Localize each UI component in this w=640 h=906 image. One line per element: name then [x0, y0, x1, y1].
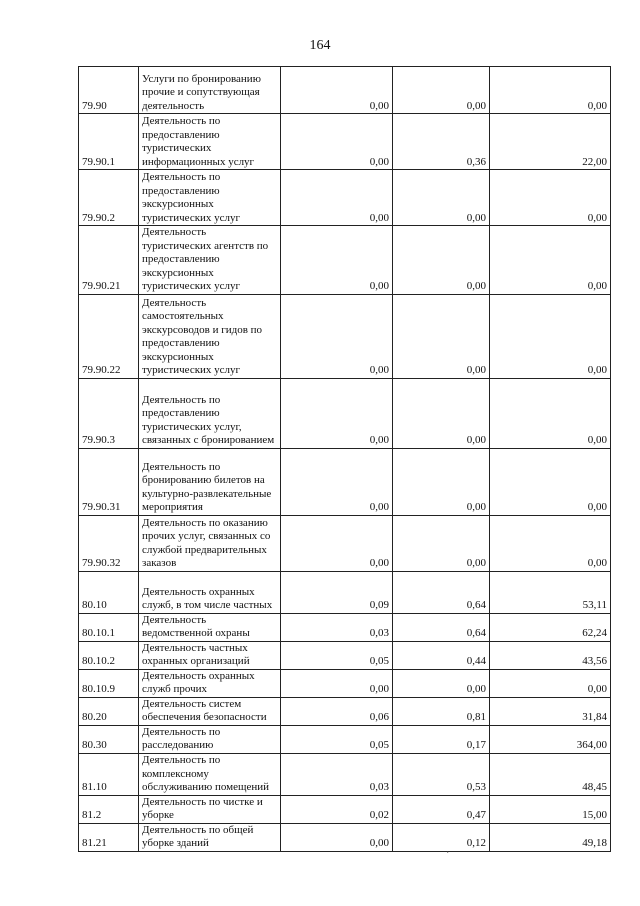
- value-cell-1: 0,03: [281, 753, 393, 795]
- value-cell-3: 0,00: [490, 448, 611, 515]
- value-cell-2: 0,36: [393, 114, 490, 170]
- value-cell-1: 0,06: [281, 697, 393, 725]
- table-row: [79, 114, 611, 170]
- code-cell: 79.90.2: [79, 170, 139, 226]
- table-row: [79, 823, 611, 851]
- table-row: [79, 170, 611, 226]
- activity-name-cell: Деятельность самостоятельных экскурсоводов и гидов по предоставлению экскурсионных туристических услуг: [139, 294, 281, 378]
- value-cell-2: 0,00: [393, 515, 490, 571]
- value-cell-2: 0,00: [393, 378, 490, 448]
- value-cell-1: 0,03: [281, 613, 393, 641]
- table-row: [79, 226, 611, 295]
- table-body: [79, 67, 611, 852]
- value-cell-1: 0,00: [281, 294, 393, 378]
- value-cell-1: 0,05: [281, 725, 393, 753]
- value-cell-1: 0,00: [281, 448, 393, 515]
- code-cell: 81.21: [79, 823, 139, 851]
- value-cell-1: 0,09: [281, 571, 393, 613]
- activity-name-cell: Деятельность туристических агентств по предоставлению экскурсионных туристических услуг: [139, 226, 281, 295]
- value-cell-3: 0,00: [490, 294, 611, 378]
- activity-name-cell: Деятельность по общей уборке зданий: [139, 823, 281, 851]
- activity-name-cell: Деятельность охранных служб прочих: [139, 669, 281, 697]
- value-cell-2: 0,00: [393, 226, 490, 295]
- activity-name-cell: Деятельность по бронированию билетов на культурно-развлекательные мероприятия: [139, 448, 281, 515]
- table-row: [79, 795, 611, 823]
- activity-name-cell: Деятельность систем обеспечения безопасности: [139, 697, 281, 725]
- value-cell-1: 0,00: [281, 226, 393, 295]
- code-cell: 79.90.32: [79, 515, 139, 571]
- activity-name-cell: Деятельность частных охранных организаций: [139, 641, 281, 669]
- value-cell-2: 0,00: [393, 294, 490, 378]
- value-cell-2: 0,53: [393, 753, 490, 795]
- value-cell-1: 0,00: [281, 515, 393, 571]
- table-row: [79, 378, 611, 448]
- value-cell-1: 0,00: [281, 378, 393, 448]
- table-row: [79, 515, 611, 571]
- value-cell-3: 49,18: [490, 823, 611, 851]
- code-cell: 79.90.31: [79, 448, 139, 515]
- value-cell-2: 0,44: [393, 641, 490, 669]
- value-cell-2: 0,00: [393, 448, 490, 515]
- code-cell: 81.2: [79, 795, 139, 823]
- value-cell-2: 0,81: [393, 697, 490, 725]
- table-row: [79, 725, 611, 753]
- activity-name-cell: Деятельность охранных служб, в том числе частных: [139, 571, 281, 613]
- value-cell-2: 0,17: [393, 725, 490, 753]
- code-cell: 79.90.22: [79, 294, 139, 378]
- activity-name-cell: Деятельность по оказанию прочих услуг, связанных со службой предварительных заказов: [139, 515, 281, 571]
- table-row: [79, 753, 611, 795]
- code-cell: 80.30: [79, 725, 139, 753]
- activity-name-cell: Услуги по бронированию прочие и сопутствующая деятельность: [139, 67, 281, 114]
- table-row: [79, 294, 611, 378]
- activity-name-cell: Деятельность по предоставлению туристических информационных услуг: [139, 114, 281, 170]
- value-cell-3: 0,00: [490, 669, 611, 697]
- code-cell: 80.20: [79, 697, 139, 725]
- code-cell: 79.90.3: [79, 378, 139, 448]
- value-cell-3: 62,24: [490, 613, 611, 641]
- value-cell-2: 0,64: [393, 571, 490, 613]
- activity-name-cell: Деятельность ведомственной охраны: [139, 613, 281, 641]
- value-cell-1: 0,02: [281, 795, 393, 823]
- value-cell-1: 0,00: [281, 823, 393, 851]
- table-row: [79, 571, 611, 613]
- table-row: [79, 697, 611, 725]
- activity-name-cell: Деятельность по предоставлению туристических услуг, связанных с бронированием: [139, 378, 281, 448]
- activity-name-cell: Деятельность по комплексному обслуживанию помещений: [139, 753, 281, 795]
- code-cell: 79.90.1: [79, 114, 139, 170]
- value-cell-3: 0,00: [490, 170, 611, 226]
- code-cell: 79.90: [79, 67, 139, 114]
- value-cell-1: 0,00: [281, 669, 393, 697]
- table-row: [79, 67, 611, 114]
- value-cell-1: 0,00: [281, 170, 393, 226]
- activity-table: [78, 66, 611, 852]
- value-cell-2: 0,00: [393, 170, 490, 226]
- value-cell-1: 0,00: [281, 67, 393, 114]
- value-cell-3: 22,00: [490, 114, 611, 170]
- table-row: [79, 641, 611, 669]
- value-cell-2: 0,64: [393, 613, 490, 641]
- value-cell-2: 0,12: [393, 823, 490, 851]
- value-cell-1: 0,05: [281, 641, 393, 669]
- value-cell-3: 0,00: [490, 226, 611, 295]
- code-cell: 80.10.9: [79, 669, 139, 697]
- table-row: [79, 669, 611, 697]
- value-cell-3: 0,00: [490, 378, 611, 448]
- activity-name-cell: Деятельность по предоставлению экскурсионных туристических услуг: [139, 170, 281, 226]
- value-cell-1: 0,00: [281, 114, 393, 170]
- value-cell-3: 53,11: [490, 571, 611, 613]
- value-cell-2: 0,47: [393, 795, 490, 823]
- value-cell-2: 0,00: [393, 67, 490, 114]
- table-row: [79, 448, 611, 515]
- code-cell: 80.10: [79, 571, 139, 613]
- value-cell-2: 0,00: [393, 669, 490, 697]
- value-cell-3: 43,56: [490, 641, 611, 669]
- page-number: 164: [309, 38, 331, 53]
- code-cell: 80.10.2: [79, 641, 139, 669]
- value-cell-3: 15,00: [490, 795, 611, 823]
- value-cell-3: 0,00: [490, 67, 611, 114]
- table-row: [79, 613, 611, 641]
- code-cell: 79.90.21: [79, 226, 139, 295]
- activity-name-cell: Деятельность по чистке и уборке: [139, 795, 281, 823]
- value-cell-3: 364,00: [490, 725, 611, 753]
- activity-name-cell: Деятельность по расследованию: [139, 725, 281, 753]
- code-cell: 81.10: [79, 753, 139, 795]
- value-cell-3: 48,45: [490, 753, 611, 795]
- footer-mark: ·: [446, 848, 450, 859]
- value-cell-3: 0,00: [490, 515, 611, 571]
- code-cell: 80.10.1: [79, 613, 139, 641]
- value-cell-3: 31,84: [490, 697, 611, 725]
